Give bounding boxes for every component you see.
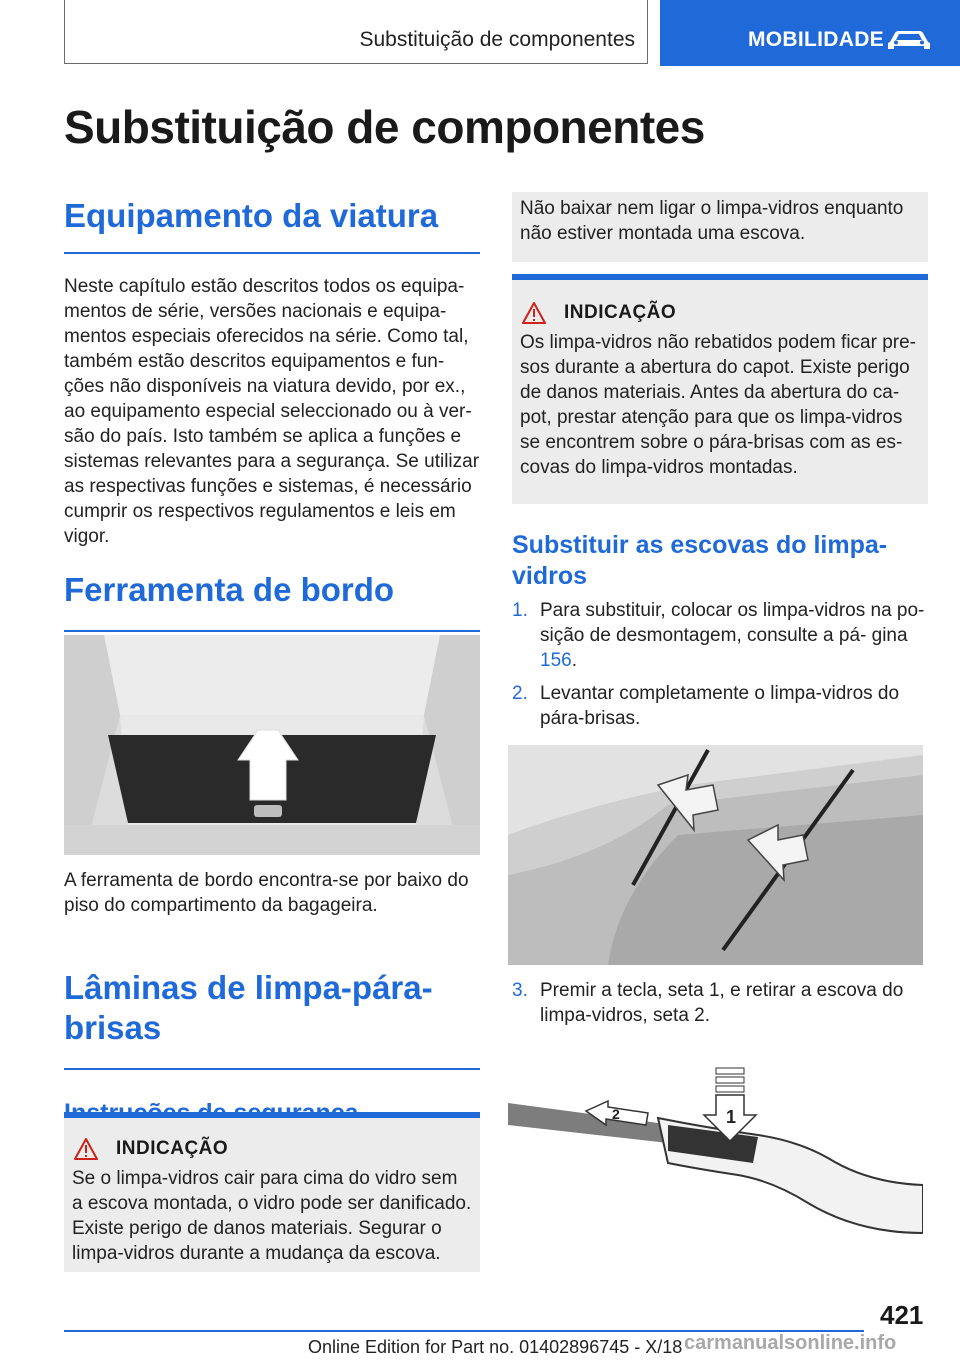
step-number: 2. [512, 683, 528, 704]
section-rule [64, 630, 480, 632]
warning-icon [74, 1138, 98, 1160]
step-number: 3. [512, 980, 528, 1001]
page-title: Substituição de componentes [64, 101, 705, 153]
wiper-raised-image [508, 745, 923, 965]
step-text: Premir a tecla, seta 1, e retirar a escova do limpa-vidros, seta 2. [540, 980, 904, 1026]
replace-blades-heading: Substituir as escovas do limpa-vidros [512, 531, 888, 590]
luggage-compartment-image [64, 635, 480, 855]
notice-text: Se o limpa-vidros cair para cima do vidro sem a escova montada, o vidro pode ser danificado. Existe perigo de danos materiais. Segurar o limpa-vidros durante a mudança da escova. [72, 1168, 472, 1264]
watermark: carmanualsonline.info [684, 1332, 897, 1354]
notice-box [64, 1112, 480, 1272]
notice-continued-text: Não baixar nem ligar o limpa-vidros enquanto não estiver montada uma escova. [520, 198, 904, 244]
blade-removal-image [508, 1063, 923, 1263]
step-item [512, 681, 928, 731]
warning-icon [522, 302, 546, 324]
section-heading-tools: Ferramenta de bordo [64, 571, 395, 608]
footer-edition: Online Edition for Part no. 01402896745 - X/18 [308, 1337, 683, 1357]
section-heading-wiper-blades: Lâminas de limpa-pára-brisas [64, 969, 433, 1046]
section-heading-equipment: Equipamento da viatura [64, 197, 439, 234]
mobility-tab-label: MOBILIDADE [748, 28, 884, 51]
header-section-title: Substituição de componentes [359, 28, 635, 51]
step-text: Para substituir, colocar os limpa-vidros na po- sição de desmontagem, consulte a pá- gina 156. [540, 600, 925, 671]
notice-label: INDICAÇÃO [564, 302, 677, 323]
notice-label: INDICAÇÃO [116, 1138, 229, 1159]
page-number: 421 [880, 1300, 924, 1330]
step-text: Levantar completamente o limpa-vidros do pára-brisas. [540, 683, 900, 729]
notice-box-continued [512, 192, 928, 262]
equipment-body-text: Neste capítulo estão descritos todos os equipa- mentos de série, versões nacionais e equipa- mentos especiais oferecidos na série. Como tal, também estão descritos equipamentos e fun- ções não disponíveis na viatura devido, por ex., ao equipamento especial seleccionado ou à ver- são do país. Isto também se aplica a funções e sistemas relevantes para a segurança. Se utilizar as respectivas funções e sistemas, é necessário cumprir os respectivos regulamentos e leis em vigor. [64, 275, 480, 547]
arrow-label-2: 2 [612, 1106, 620, 1122]
section-rule [64, 1068, 480, 1070]
step-item [512, 978, 928, 1028]
mobility-tab[interactable] [660, 0, 960, 66]
car-icon [886, 28, 932, 52]
step-number: 1. [512, 600, 528, 621]
notice-box [512, 274, 928, 504]
section-rule [64, 252, 480, 254]
step-item [512, 598, 928, 673]
tools-caption: A ferramenta de bordo encontra-se por baixo do piso do compartimento da bagageira. [64, 870, 469, 916]
page-link[interactable]: 156 [540, 650, 572, 671]
arrow-label-1: 1 [726, 1107, 737, 1127]
notice-text: Os limpa-vidros não rebatidos podem ficar pre- sos durante a abertura do capot. Existe perigo de danos materiais. Antes da abertura do ca- pot, prestar atenção para que os limpa-vidros se encontrem sobre o pára-brisas com as es- covas do limpa-vidros montadas. [520, 332, 917, 478]
